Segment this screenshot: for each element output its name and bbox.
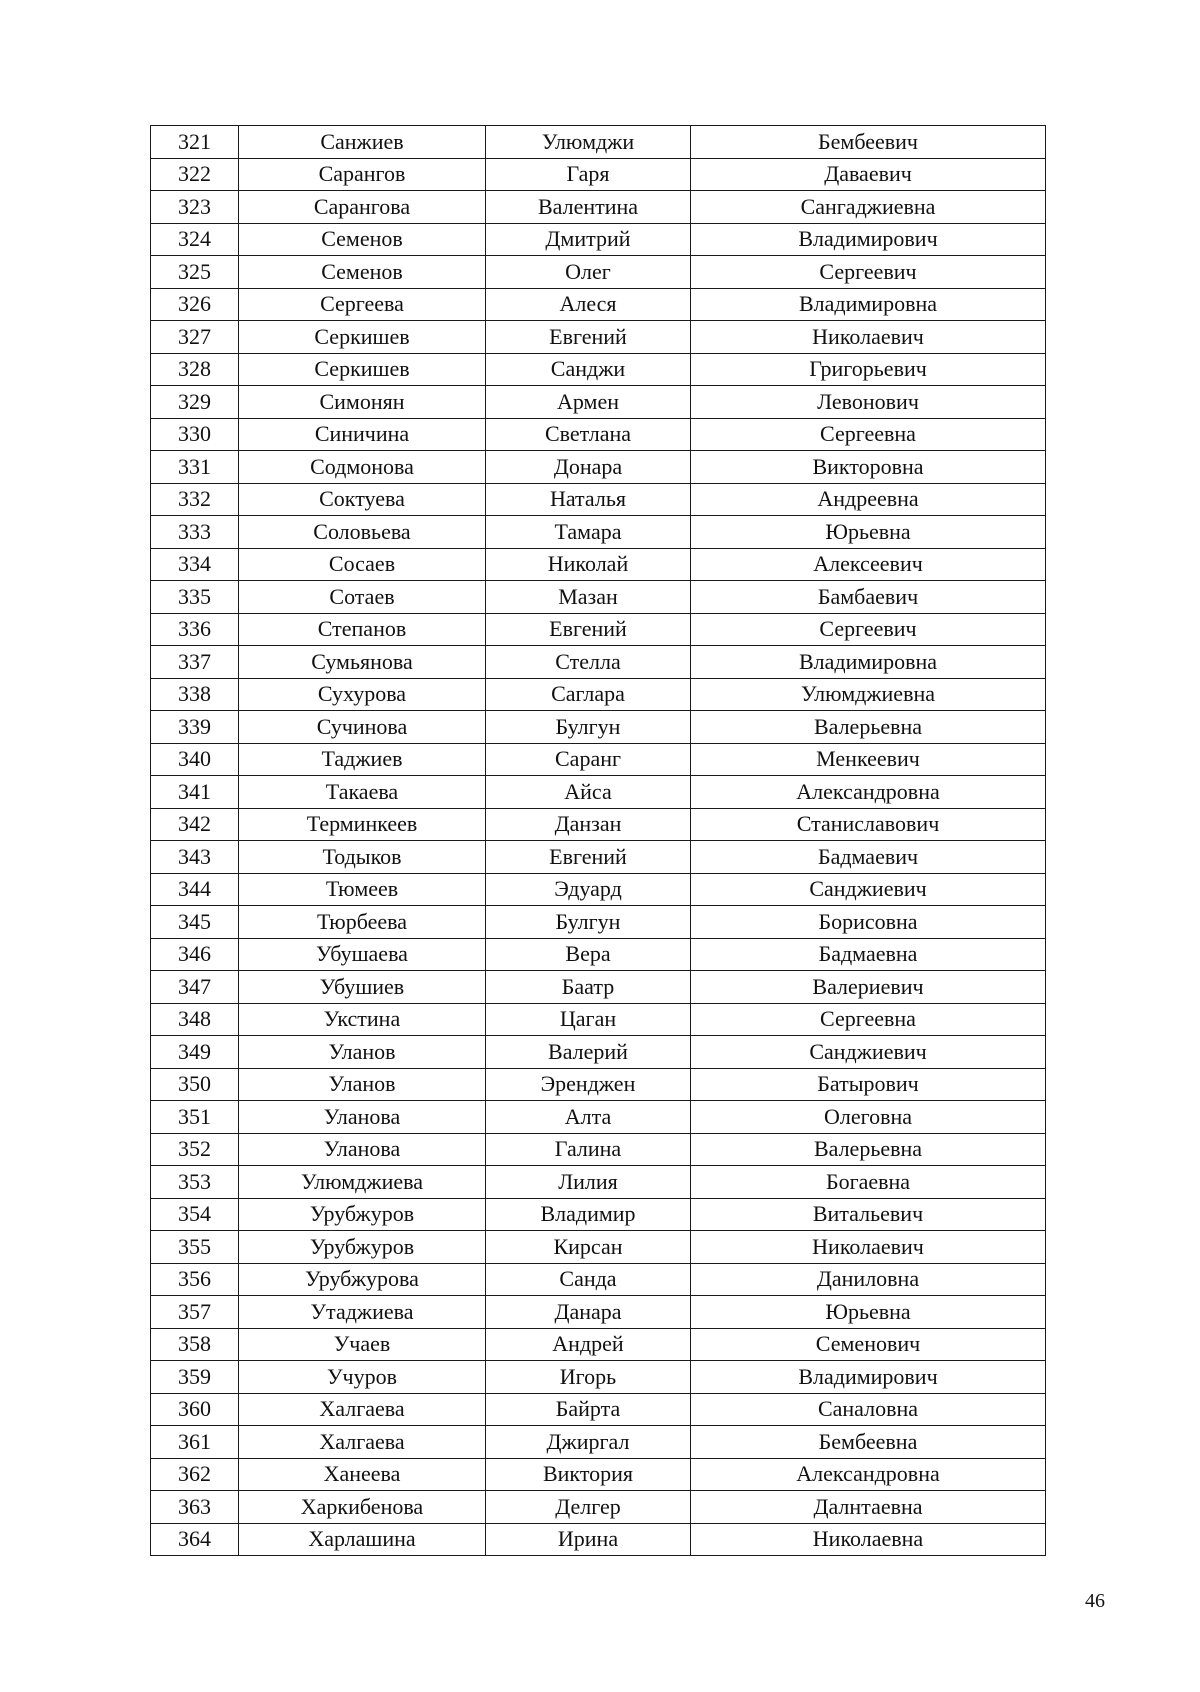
patronymic-cell: Бембеевич: [691, 126, 1046, 159]
first-name-cell: Баатр: [486, 971, 691, 1004]
patronymic-cell: Сергеевна: [691, 1003, 1046, 1036]
table-row: [151, 1458, 1046, 1491]
first-name-cell: Донара: [486, 451, 691, 484]
patronymic-cell: Николаевич: [691, 1231, 1046, 1264]
patronymic-cell: Борисовна: [691, 906, 1046, 939]
row-number-cell: 349: [151, 1036, 239, 1069]
row-number-cell: 350: [151, 1068, 239, 1101]
last-name-cell: Сучинова: [239, 711, 486, 744]
table-row: [151, 1393, 1046, 1426]
first-name-cell: Булгун: [486, 906, 691, 939]
last-name-cell: Такаева: [239, 776, 486, 809]
table-row: [151, 1523, 1046, 1556]
last-name-cell: Сухурова: [239, 678, 486, 711]
first-name-cell: Евгений: [486, 613, 691, 646]
last-name-cell: Таджиев: [239, 743, 486, 776]
table-row: [151, 158, 1046, 191]
row-number-cell: 343: [151, 841, 239, 874]
last-name-cell: Харкибенова: [239, 1491, 486, 1524]
row-number-cell: 327: [151, 321, 239, 354]
row-number-cell: 355: [151, 1231, 239, 1264]
last-name-cell: Серкишев: [239, 353, 486, 386]
row-number-cell: 359: [151, 1361, 239, 1394]
row-number-cell: 352: [151, 1133, 239, 1166]
row-number-cell: 335: [151, 581, 239, 614]
patronymic-cell: Даваевич: [691, 158, 1046, 191]
first-name-cell: Санджи: [486, 353, 691, 386]
patronymic-cell: Бембеевна: [691, 1426, 1046, 1459]
row-number-cell: 326: [151, 288, 239, 321]
first-name-cell: Гаря: [486, 158, 691, 191]
patronymic-cell: Александровна: [691, 776, 1046, 809]
row-number-cell: 336: [151, 613, 239, 646]
table-row: [151, 1166, 1046, 1199]
last-name-cell: Тюмеев: [239, 873, 486, 906]
patronymic-cell: Юрьевна: [691, 1296, 1046, 1329]
first-name-cell: Улюмджи: [486, 126, 691, 159]
first-name-cell: Эренджен: [486, 1068, 691, 1101]
first-name-cell: Айса: [486, 776, 691, 809]
table-row: [151, 1101, 1046, 1134]
patronymic-cell: Бадмаевна: [691, 938, 1046, 971]
row-number-cell: 362: [151, 1458, 239, 1491]
last-name-cell: Харлашина: [239, 1523, 486, 1556]
patronymic-cell: Сангаджиевна: [691, 191, 1046, 224]
row-number-cell: 353: [151, 1166, 239, 1199]
last-name-cell: Урубжурова: [239, 1263, 486, 1296]
first-name-cell: Вера: [486, 938, 691, 971]
first-name-cell: Дмитрий: [486, 223, 691, 256]
row-number-cell: 361: [151, 1426, 239, 1459]
patronymic-cell: Владимировна: [691, 288, 1046, 321]
row-number-cell: 354: [151, 1198, 239, 1231]
table-row: [151, 808, 1046, 841]
patronymic-cell: Сергеевна: [691, 418, 1046, 451]
first-name-cell: Саранг: [486, 743, 691, 776]
first-name-cell: Владимир: [486, 1198, 691, 1231]
table-row: [151, 971, 1046, 1004]
table-row: [151, 646, 1046, 679]
row-number-cell: 363: [151, 1491, 239, 1524]
table-row: [151, 906, 1046, 939]
table-row: [151, 776, 1046, 809]
row-number-cell: 334: [151, 548, 239, 581]
row-number-cell: 358: [151, 1328, 239, 1361]
row-number-cell: 341: [151, 776, 239, 809]
first-name-cell: Булгун: [486, 711, 691, 744]
row-number-cell: 357: [151, 1296, 239, 1329]
table-row: [151, 126, 1046, 159]
patronymic-cell: Андреевна: [691, 483, 1046, 516]
row-number-cell: 328: [151, 353, 239, 386]
table-row: [151, 1361, 1046, 1394]
table-row: [151, 711, 1046, 744]
first-name-cell: Цаган: [486, 1003, 691, 1036]
row-number-cell: 348: [151, 1003, 239, 1036]
first-name-cell: Делгер: [486, 1491, 691, 1524]
patronymic-cell: Валериевич: [691, 971, 1046, 1004]
patronymic-cell: Валерьевна: [691, 711, 1046, 744]
table-row: [151, 1426, 1046, 1459]
first-name-cell: Светлана: [486, 418, 691, 451]
last-name-cell: Соловьева: [239, 516, 486, 549]
table-row: [151, 353, 1046, 386]
first-name-cell: Ирина: [486, 1523, 691, 1556]
patronymic-cell: Левонович: [691, 386, 1046, 419]
patronymic-cell: Станиславович: [691, 808, 1046, 841]
patronymic-cell: Витальевич: [691, 1198, 1046, 1231]
first-name-cell: Лилия: [486, 1166, 691, 1199]
last-name-cell: Убушаева: [239, 938, 486, 971]
last-name-cell: Улюмджиева: [239, 1166, 486, 1199]
patronymic-cell: Даниловна: [691, 1263, 1046, 1296]
first-name-cell: Армен: [486, 386, 691, 419]
patronymic-cell: Бамбаевич: [691, 581, 1046, 614]
first-name-cell: Алеся: [486, 288, 691, 321]
table-row: [151, 451, 1046, 484]
patronymic-cell: Алексеевич: [691, 548, 1046, 581]
row-number-cell: 360: [151, 1393, 239, 1426]
row-number-cell: 347: [151, 971, 239, 1004]
table-row: [151, 1296, 1046, 1329]
row-number-cell: 364: [151, 1523, 239, 1556]
row-number-cell: 330: [151, 418, 239, 451]
first-name-cell: Алта: [486, 1101, 691, 1134]
table-row: [151, 581, 1046, 614]
last-name-cell: Сосаев: [239, 548, 486, 581]
last-name-cell: Укстина: [239, 1003, 486, 1036]
patronymic-cell: Санджиевич: [691, 873, 1046, 906]
table-row: [151, 938, 1046, 971]
last-name-cell: Утаджиева: [239, 1296, 486, 1329]
patronymic-cell: Григорьевич: [691, 353, 1046, 386]
table-row: [151, 841, 1046, 874]
last-name-cell: Урубжуров: [239, 1198, 486, 1231]
patronymic-cell: Валерьевна: [691, 1133, 1046, 1166]
row-number-cell: 344: [151, 873, 239, 906]
table-row: [151, 1003, 1046, 1036]
patronymic-cell: Владимирович: [691, 223, 1046, 256]
first-name-cell: Галина: [486, 1133, 691, 1166]
last-name-cell: Содмонова: [239, 451, 486, 484]
last-name-cell: Уланов: [239, 1036, 486, 1069]
table-row: [151, 1231, 1046, 1264]
first-name-cell: Андрей: [486, 1328, 691, 1361]
table-row: [151, 223, 1046, 256]
first-name-cell: Валерий: [486, 1036, 691, 1069]
first-name-cell: Мазан: [486, 581, 691, 614]
names-table-body: [151, 126, 1046, 1556]
first-name-cell: Евгений: [486, 321, 691, 354]
patronymic-cell: Саналовна: [691, 1393, 1046, 1426]
first-name-cell: Стелла: [486, 646, 691, 679]
table-row: [151, 873, 1046, 906]
patronymic-cell: Николаевич: [691, 321, 1046, 354]
patronymic-cell: Владимировна: [691, 646, 1046, 679]
last-name-cell: Уланов: [239, 1068, 486, 1101]
row-number-cell: 345: [151, 906, 239, 939]
last-name-cell: Уланова: [239, 1101, 486, 1134]
row-number-cell: 322: [151, 158, 239, 191]
last-name-cell: Степанов: [239, 613, 486, 646]
row-number-cell: 331: [151, 451, 239, 484]
row-number-cell: 324: [151, 223, 239, 256]
patronymic-cell: Олеговна: [691, 1101, 1046, 1134]
row-number-cell: 325: [151, 256, 239, 289]
patronymic-cell: Викторовна: [691, 451, 1046, 484]
patronymic-cell: Улюмджиевна: [691, 678, 1046, 711]
patronymic-cell: Юрьевна: [691, 516, 1046, 549]
row-number-cell: 332: [151, 483, 239, 516]
row-number-cell: 333: [151, 516, 239, 549]
table-row: [151, 1198, 1046, 1231]
table-row: [151, 1263, 1046, 1296]
last-name-cell: Убушиев: [239, 971, 486, 1004]
last-name-cell: Урубжуров: [239, 1231, 486, 1264]
patronymic-cell: Далнтаевна: [691, 1491, 1046, 1524]
last-name-cell: Учуров: [239, 1361, 486, 1394]
page-number: 46: [1085, 1590, 1105, 1612]
first-name-cell: Игорь: [486, 1361, 691, 1394]
row-number-cell: 337: [151, 646, 239, 679]
last-name-cell: Сергеева: [239, 288, 486, 321]
table-row: [151, 516, 1046, 549]
last-name-cell: Ханеева: [239, 1458, 486, 1491]
table-row: [151, 418, 1046, 451]
patronymic-cell: Санджиевич: [691, 1036, 1046, 1069]
last-name-cell: Уланова: [239, 1133, 486, 1166]
table-row: [151, 548, 1046, 581]
table-row: [151, 483, 1046, 516]
row-number-cell: 329: [151, 386, 239, 419]
patronymic-cell: Николаевна: [691, 1523, 1046, 1556]
table-row: [151, 1068, 1046, 1101]
table-row: [151, 678, 1046, 711]
patronymic-cell: Сергеевич: [691, 256, 1046, 289]
patronymic-cell: Александровна: [691, 1458, 1046, 1491]
first-name-cell: Виктория: [486, 1458, 691, 1491]
row-number-cell: 342: [151, 808, 239, 841]
first-name-cell: Санда: [486, 1263, 691, 1296]
table-row: [151, 743, 1046, 776]
table-row: [151, 1328, 1046, 1361]
last-name-cell: Семенов: [239, 223, 486, 256]
last-name-cell: Терминкеев: [239, 808, 486, 841]
patronymic-cell: Семенович: [691, 1328, 1046, 1361]
first-name-cell: Саглара: [486, 678, 691, 711]
last-name-cell: Сарангов: [239, 158, 486, 191]
last-name-cell: Тюрбеева: [239, 906, 486, 939]
last-name-cell: Халгаева: [239, 1393, 486, 1426]
last-name-cell: Санжиев: [239, 126, 486, 159]
first-name-cell: Данара: [486, 1296, 691, 1329]
last-name-cell: Сумьянова: [239, 646, 486, 679]
table-row: [151, 613, 1046, 646]
row-number-cell: 346: [151, 938, 239, 971]
patronymic-cell: Богаевна: [691, 1166, 1046, 1199]
first-name-cell: Джиргал: [486, 1426, 691, 1459]
last-name-cell: Серкишев: [239, 321, 486, 354]
table-row: [151, 321, 1046, 354]
row-number-cell: 356: [151, 1263, 239, 1296]
patronymic-cell: Бадмаевич: [691, 841, 1046, 874]
first-name-cell: Кирсан: [486, 1231, 691, 1264]
row-number-cell: 339: [151, 711, 239, 744]
row-number-cell: 321: [151, 126, 239, 159]
row-number-cell: 338: [151, 678, 239, 711]
last-name-cell: Сарангова: [239, 191, 486, 224]
table-row: [151, 256, 1046, 289]
last-name-cell: Соктуева: [239, 483, 486, 516]
table-row: [151, 288, 1046, 321]
row-number-cell: 351: [151, 1101, 239, 1134]
last-name-cell: Синичина: [239, 418, 486, 451]
first-name-cell: Данзан: [486, 808, 691, 841]
table-row: [151, 1491, 1046, 1524]
patronymic-cell: Сергеевич: [691, 613, 1046, 646]
first-name-cell: Наталья: [486, 483, 691, 516]
patronymic-cell: Менкеевич: [691, 743, 1046, 776]
last-name-cell: Сотаев: [239, 581, 486, 614]
last-name-cell: Семенов: [239, 256, 486, 289]
last-name-cell: Симонян: [239, 386, 486, 419]
names-table: [150, 125, 1046, 1556]
row-number-cell: 340: [151, 743, 239, 776]
first-name-cell: Тамара: [486, 516, 691, 549]
first-name-cell: Эдуард: [486, 873, 691, 906]
first-name-cell: Байрта: [486, 1393, 691, 1426]
first-name-cell: Валентина: [486, 191, 691, 224]
patronymic-cell: Владимирович: [691, 1361, 1046, 1394]
last-name-cell: Халгаева: [239, 1426, 486, 1459]
table-row: [151, 1133, 1046, 1166]
first-name-cell: Олег: [486, 256, 691, 289]
table-row: [151, 386, 1046, 419]
last-name-cell: Учаев: [239, 1328, 486, 1361]
first-name-cell: Николай: [486, 548, 691, 581]
patronymic-cell: Батырович: [691, 1068, 1046, 1101]
row-number-cell: 323: [151, 191, 239, 224]
last-name-cell: Тодыков: [239, 841, 486, 874]
first-name-cell: Евгений: [486, 841, 691, 874]
table-row: [151, 191, 1046, 224]
table-row: [151, 1036, 1046, 1069]
